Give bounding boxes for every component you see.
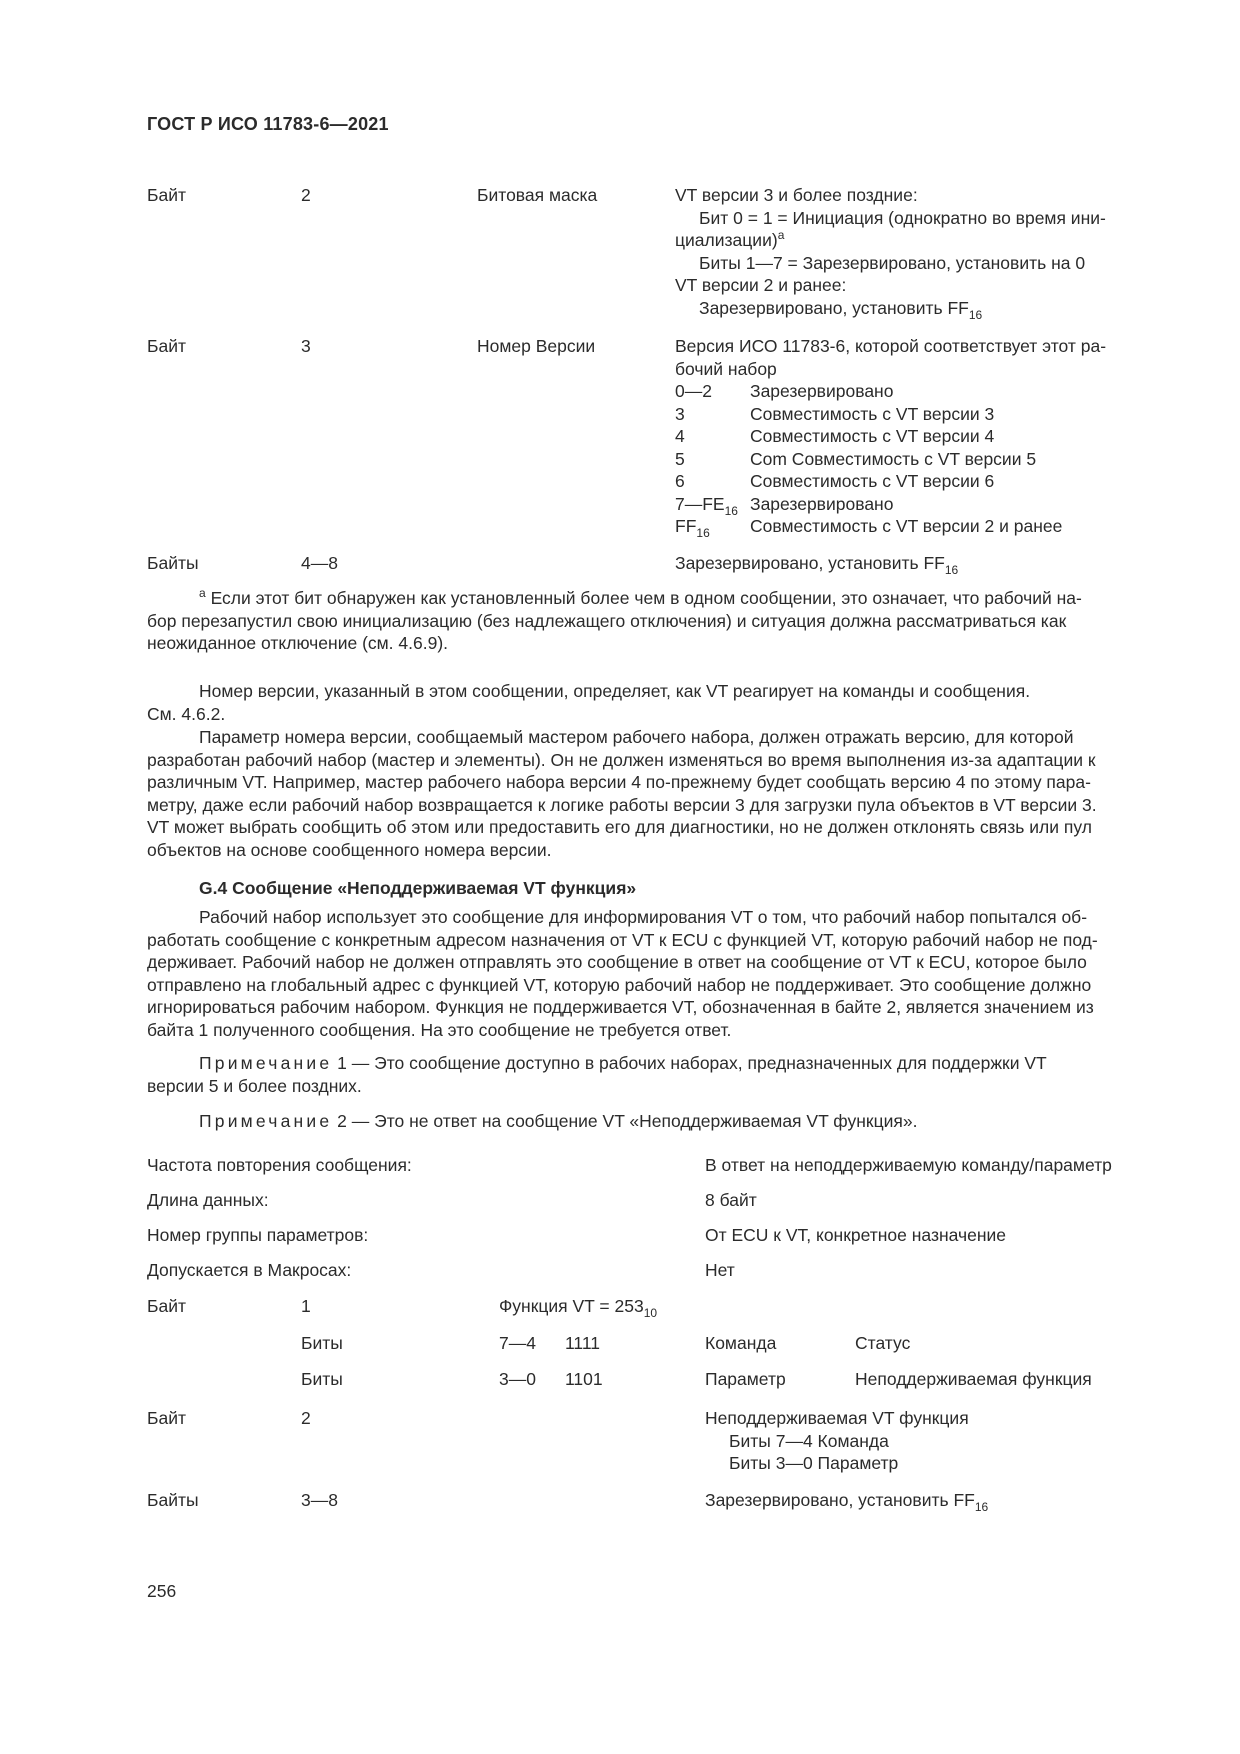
- property-value: Нет: [705, 1260, 735, 1280]
- bits-field-name: Команда: [705, 1333, 777, 1353]
- list-item: 3 Совместимость с VT версии 3: [675, 403, 995, 424]
- field-description: Зарезервировано, установить $FF_{16}$: [705, 1490, 989, 1514]
- bits-field-description: Неподдерживаемая функция: [855, 1369, 1092, 1389]
- property-label: Допускается в Макросах:: [147, 1260, 352, 1280]
- bits-value: 1111: [565, 1333, 601, 1353]
- paragraph: Параметр номера версии, сообщаемый мастером рабочего набора, должен отражать версию, для которой разработан рабочий набор (мастер и элементы). Он не должен изменяться во время выполнения из-за адаптации к различным VT. Например, мастер рабочего набора версии 4 по-прежнему будет сообщать версию 4 по этому пара- метру, даже если рабочий набор возвращается к логике работы версии 3 для загрузки пула объектов в VT версии 3. VT может выбрать сообщить об этом или предоставить его для диагностики, но не должен отклонять связь или пул объектов на основе сообщенного номера версии.: [147, 727, 1097, 860]
- property-label: Частота повторения сообщения:: [147, 1155, 412, 1175]
- note-label: Примечание: [199, 1053, 333, 1073]
- byte-label: Байт: [147, 185, 187, 205]
- list-item: $FF_{16}$ Совместимость с VT версии 2 и ранее: [675, 516, 1063, 540]
- property-value: От ECU к VT, конкретное назначение: [705, 1225, 1007, 1245]
- document-header: ГОСТ Р ИСО 11783-6—2021: [147, 114, 389, 134]
- byte-position: 3: [301, 336, 311, 356]
- list-item: 6 Совместимость с VT версии 6: [675, 471, 995, 491]
- byte-position: 2: [301, 1408, 311, 1428]
- bits-label: Биты: [301, 1333, 343, 1353]
- byte-label: Байт: [147, 336, 187, 356]
- byte-position: 4—8: [301, 553, 338, 573]
- byte-position: 3—8: [301, 1490, 338, 1510]
- section-heading: G.4 Сообщение «Неподдерживаемая VT функция»: [199, 878, 637, 898]
- property-value: 8 байт: [705, 1190, 757, 1210]
- page-number: 256: [147, 1581, 177, 1601]
- footnote-marker: a: [199, 586, 206, 600]
- byte-position: 2: [301, 185, 311, 205]
- byte-label: Байт: [147, 1296, 187, 1316]
- property-label: Номер группы параметров:: [147, 1225, 369, 1245]
- bits-field-name: Параметр: [705, 1369, 786, 1389]
- field-description: VT версии 3 и более поздние: Бит 0 = 1 = Инициация (однократно во время ини- циализации)$^a$ Биты 1—7 = Зарезервировано, установить на 0 VT версии 2 и ранее: Зарезервировано, установить $FF_{16}$: [675, 185, 1106, 322]
- bits-label: Биты: [301, 1369, 343, 1389]
- note: Примечание 2 — Это не ответ на сообщение VT «Неподдерживаемая VT функция».: [199, 1111, 918, 1131]
- bits-value: 1101: [565, 1369, 603, 1389]
- bits-range: 3—0: [499, 1369, 536, 1389]
- bits-range: 7—4: [499, 1333, 536, 1353]
- byte-position: 1: [301, 1296, 311, 1316]
- bits-field-description: Статус: [855, 1333, 911, 1353]
- field-name: Битовая маска: [477, 185, 598, 205]
- paragraph: Номер версии, указанный в этом сообщении, определяет, как VT реагирует на команды и сообщения. См. 4.6.2.: [147, 681, 1031, 724]
- property-value: В ответ на неподдерживаемую команду/параметр: [705, 1155, 1112, 1175]
- byte-label: Байты: [147, 553, 199, 573]
- footnote: $^a$ Если этот бит обнаружен как установленный более чем в одном сообщении, это означает, что рабочий на- бор перезапустил свою инициализацию (без надлежащего отключения) и ситуация должна рассматриваться как неожиданное отключение (см. 4.6.9).: [147, 586, 1082, 653]
- property-label: Длина данных:: [147, 1190, 269, 1210]
- function-value: Функция VT = $253_{10}$: [499, 1296, 658, 1320]
- note-label: Примечание: [199, 1111, 333, 1131]
- list-item: $7—FE_{16}$ Зарезервировано: [675, 493, 894, 518]
- byte-label: Байты: [147, 1490, 199, 1510]
- note: Примечание 1 — Это сообщение доступно в рабочих наборах, предназначенных для поддержки VT версии 5 и более поздних.: [147, 1053, 1047, 1096]
- list-item: 4 Совместимость с VT версии 4: [675, 426, 995, 446]
- field-description: Неподдерживаемая VT функция Биты 7—4 Команда Биты 3—0 Параметр: [705, 1408, 969, 1473]
- field-description: Зарезервировано, установить $FF_{16}$: [675, 553, 959, 577]
- field-name: Номер Версии: [477, 336, 596, 356]
- list-item: 0—2 Зарезервировано: [675, 381, 894, 401]
- list-item: 5 Com Совместимость с VT версии 5: [675, 448, 1037, 469]
- footnote-marker: a: [777, 228, 785, 242]
- field-description: Версия ИСО 11783-6, которой соответствует этот ра- бочий набор 0—2 Зарезервировано 3 Совместимость с VT версии 3 4 Совместимость с VT версии 4 5 Com Совместимость с VT версии 5 6 Совместимость с VT версии 6 $7—FE_{16}$ Зарезервировано $FF_{16}$ Совместимость с VT версии 2 и ранее: [675, 335, 1145, 538]
- byte-label: Байт: [147, 1408, 187, 1428]
- version-value-list: [675, 380, 1145, 538]
- paragraph: Рабочий набор использует это сообщение для информирования VT о том, что рабочий набор попытался об- работать сообщение с конкретным адресом назначения от VT к ECU с функцией VT, которую рабочий набор не под- держивает. Рабочий набор не должен отправлять это сообщение в ответ на сообщение от VT к ECU, которое было отправлено на глобальный адрес с функцией VT, которую рабочий набор не поддерживает. Это сообщение должно игнорироваться рабочим набором. Функция не поддерживается VT, обозначенная в байте 2, является значением из байта 1 полученного сообщения. На это сообщение не требуется ответ.: [147, 907, 1098, 1040]
